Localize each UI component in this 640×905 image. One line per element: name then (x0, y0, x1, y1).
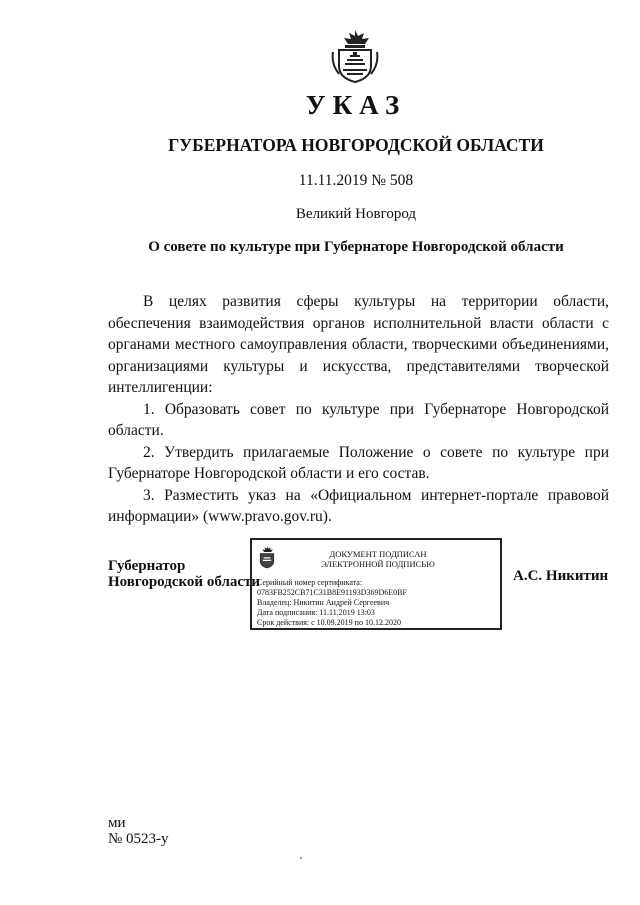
body-paragraph: 3. Разместить указ на «Официальном интернет-портале правовой информации» (www.pravo.gov.ru). (108, 486, 609, 525)
document-title: УКАЗ (305, 90, 407, 120)
body-paragraph: 2. Утвердить прилагаемые Положение о совете по культуре при Губернаторе Новгородской области и его состав. (108, 443, 609, 482)
signatory-title-line: Губернатор (108, 558, 186, 574)
stamp-line: Дата подписания: 11.11.2019 13:03 (257, 608, 375, 617)
document-subtitle: ГУБЕРНАТОРА НОВГОРОДСКОЙ ОБЛАСТИ (168, 135, 544, 155)
stamp-heading-line: ДОКУМЕНТ ПОДПИСАН (329, 549, 427, 559)
stamp-line: 0783FB252CB71C31B8E91193D369D6E0BF (257, 588, 407, 597)
footer-line: № 0523-у (108, 831, 169, 847)
coat-of-arms-icon (331, 28, 379, 84)
document-city: Великий Новгород (295, 206, 417, 222)
signatory-title (108, 558, 260, 590)
stamp-details (257, 578, 407, 628)
stamp-line: Серийный номер сертификата: (257, 578, 363, 587)
document-footer (108, 815, 169, 847)
body-paragraph: В целях развития сферы культуры на территории области, обеспечения взаимодействия органов исполнительной власти области с органами местного самоуправления области, творческими объединениями, организациями культуры и искусства, представителями творческой интеллигенции: (108, 293, 609, 396)
electronic-signature-stamp (250, 538, 502, 630)
stamp-heading (288, 549, 468, 569)
signatory-name: А.С. Никитин (513, 568, 609, 584)
stamp-heading-line: ЭЛЕКТРОННОЙ ПОДПИСЬЮ (321, 559, 435, 569)
coat-of-arms-icon (257, 545, 277, 569)
document-date-number: 11.11.2019 № 508 (298, 172, 414, 189)
document-body (108, 291, 609, 528)
stamp-line: Срок действия: с 10.09.2019 по 10.12.2020 (257, 618, 401, 627)
footer-line: ми (108, 815, 126, 831)
document-heading: О совете по культуре при Губернаторе Новгородской области (148, 239, 564, 255)
page-mark (300, 857, 302, 859)
signatory-title-line: Новгородской области (108, 574, 261, 590)
body-paragraph: 1. Образовать совет по культуре при Губернаторе Новгородской области. (108, 400, 609, 439)
stamp-line: Владелец: Никитин Андрей Сергеевич (257, 598, 390, 607)
